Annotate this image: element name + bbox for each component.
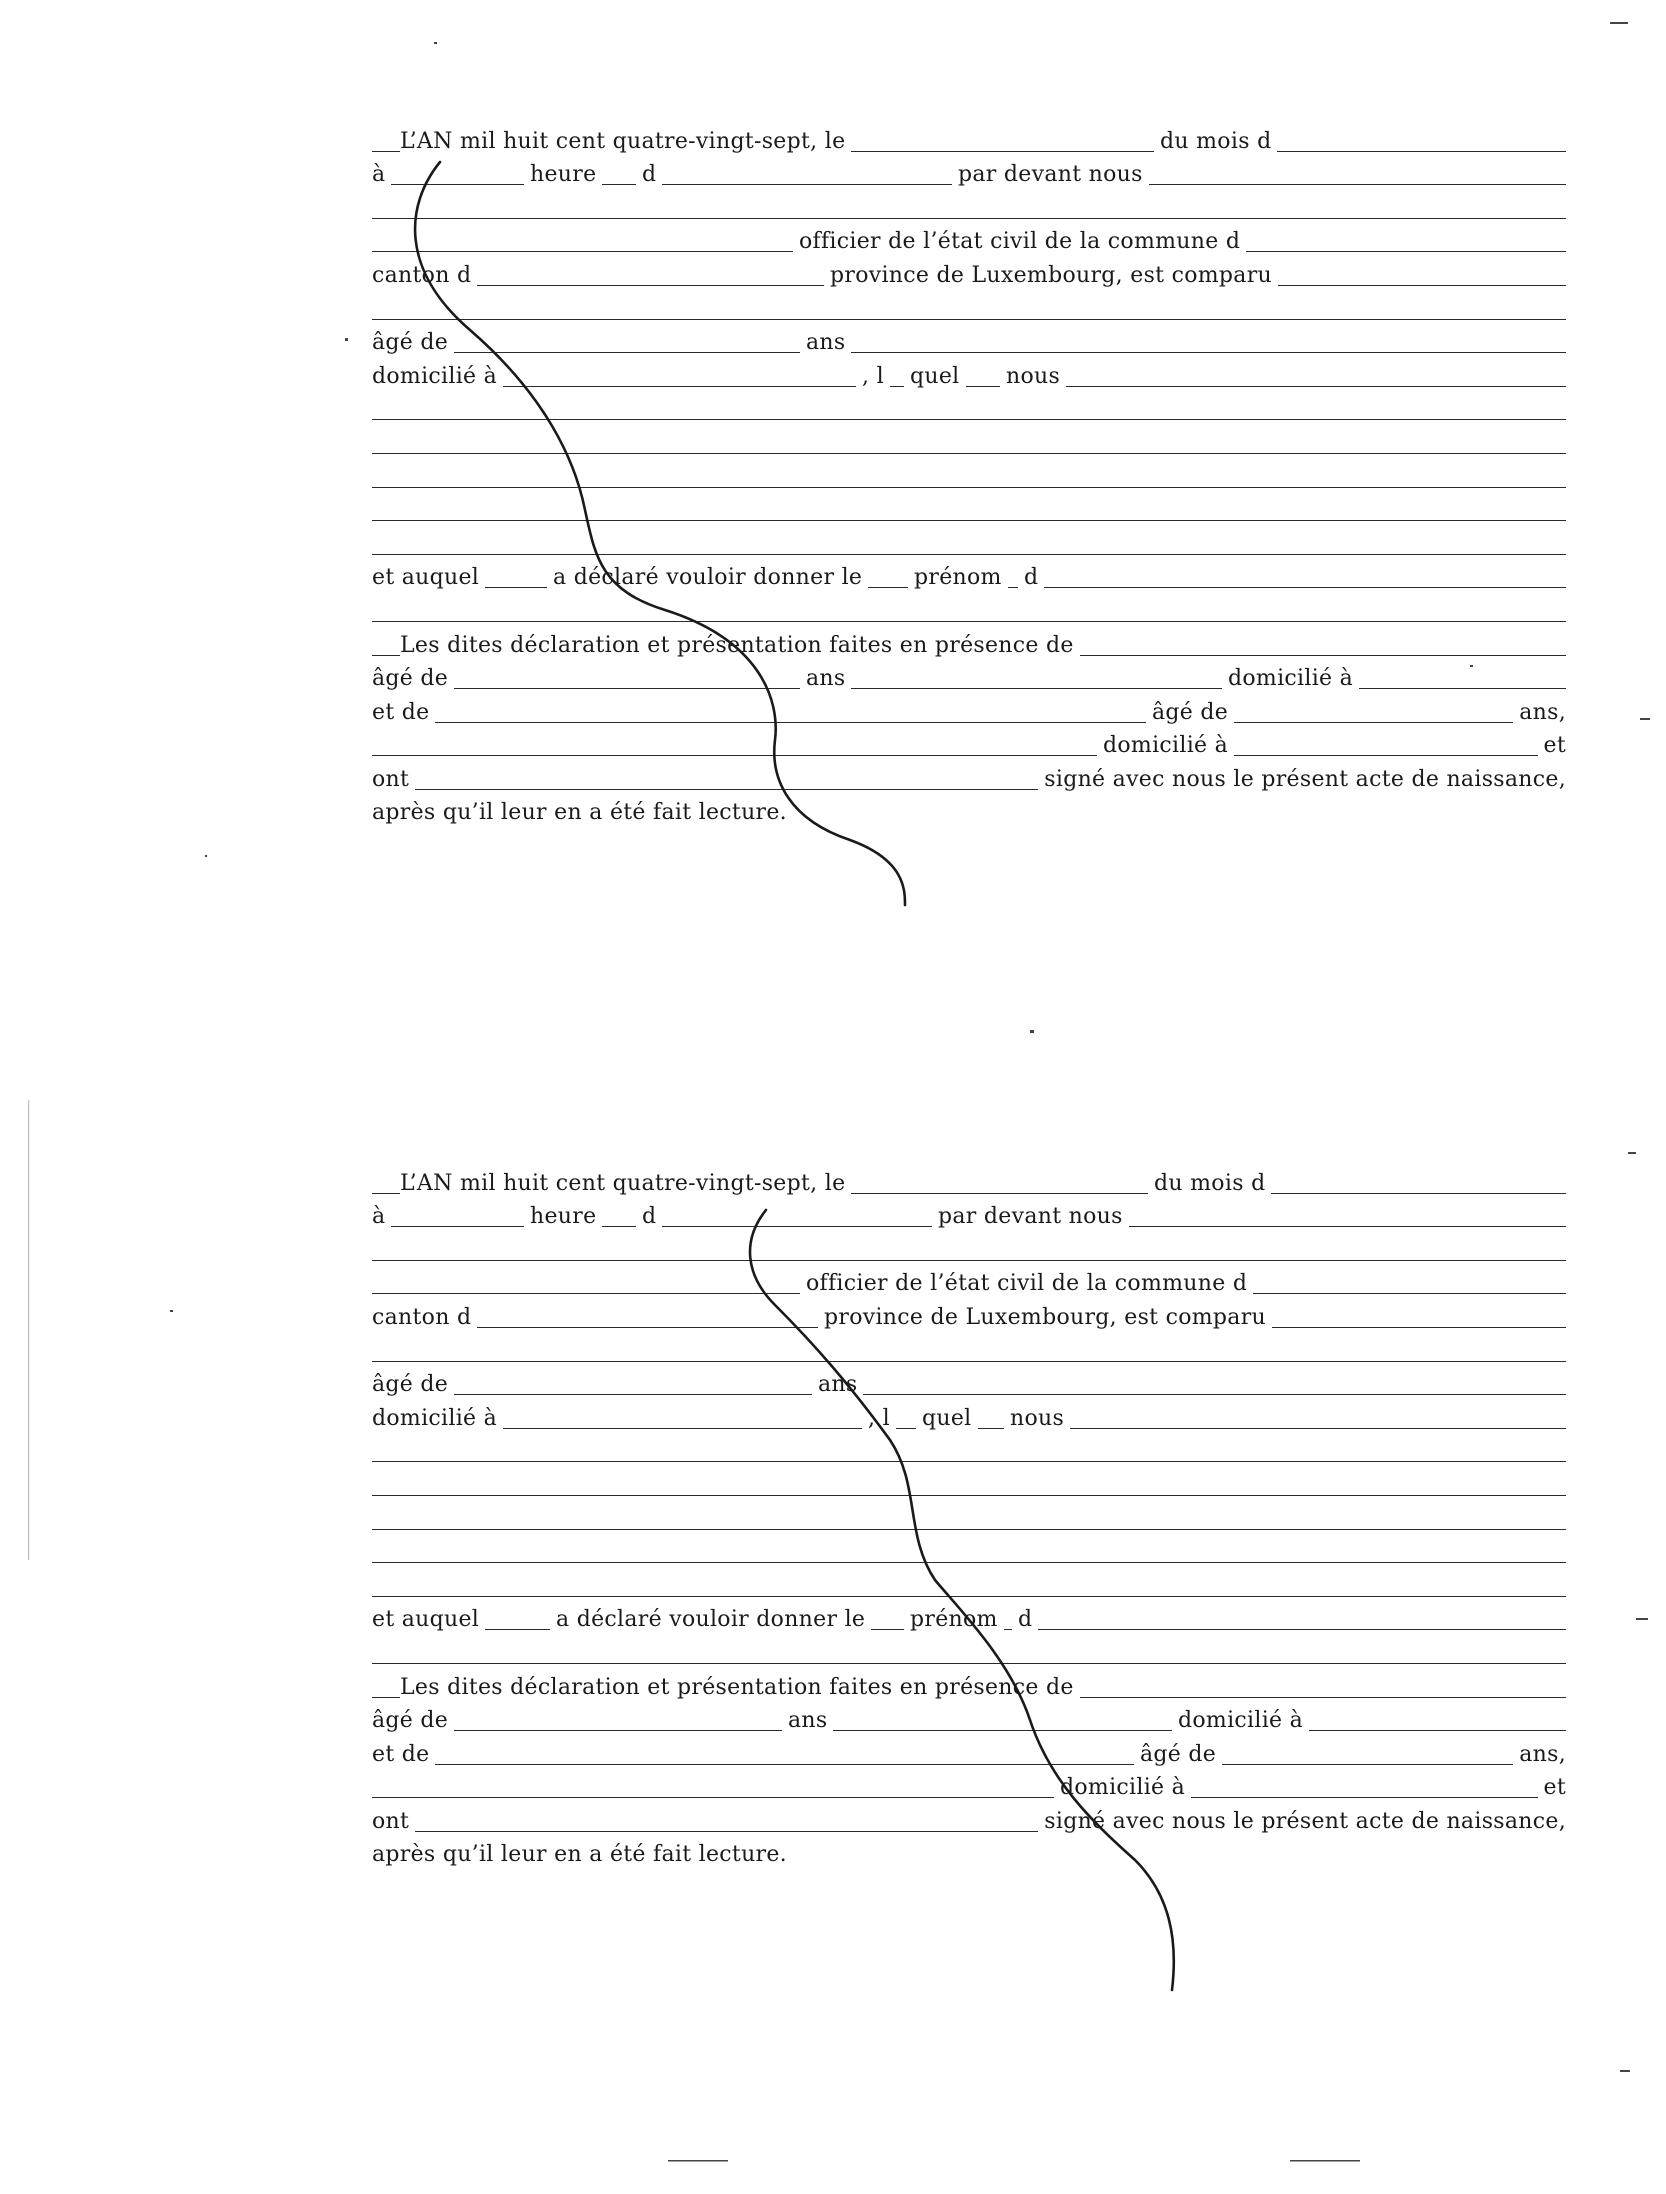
form-row-signatures — [372, 1804, 1566, 1838]
label-l: , l — [862, 1406, 896, 1432]
label-a: à — [372, 1204, 391, 1230]
form-row-officer — [372, 1267, 1566, 1301]
form-row-blank — [372, 1536, 1566, 1570]
label-and-to-whom: et auquel — [372, 1607, 485, 1633]
form-row-blank — [372, 1468, 1566, 1502]
form-row-witness2 — [372, 695, 1566, 729]
label-age: âgé de — [372, 1708, 454, 1734]
label-before-us: par devant nous — [932, 1204, 1129, 1230]
form-row-blank — [372, 292, 1566, 326]
form-row-blank — [372, 1502, 1566, 1536]
label-declared: a déclaré vouloir donner le — [547, 565, 868, 591]
label-declared: a déclaré vouloir donner le — [550, 1607, 871, 1633]
label-declaration-presence: Les dites déclaration et présentation faites en présence de — [400, 633, 1080, 659]
label-hour: heure — [524, 162, 602, 188]
form-row-blank — [372, 426, 1566, 460]
label-domicile: domicilié à — [1097, 733, 1234, 759]
form-row-canton — [372, 1300, 1566, 1334]
label-signed: signé avec nous le présent acte de naissance, — [1038, 1809, 1566, 1835]
label-and-of: et de — [372, 700, 435, 726]
label-have: ont — [372, 1809, 415, 1835]
form-row-age — [372, 1368, 1566, 1402]
birth-record-form-1 — [372, 124, 1566, 829]
label-year-date: L’AN mil huit cent quatre-vingt-sept, le — [400, 129, 851, 155]
birth-record-form-2 — [372, 1166, 1566, 1871]
label-and-of: et de — [372, 1742, 435, 1768]
label-years: ans — [812, 1372, 863, 1398]
form-row-blank — [372, 1435, 1566, 1469]
form-row-blank — [372, 1569, 1566, 1603]
label-nous: nous — [1000, 364, 1066, 390]
label-years: ans — [782, 1708, 833, 1734]
label-hour: heure — [524, 1204, 602, 1230]
label-age: âgé de — [372, 330, 454, 356]
label-years: ans, — [1513, 700, 1566, 726]
form-row-blank — [372, 191, 1566, 225]
label-a: à — [372, 162, 391, 188]
form-row-officer — [372, 225, 1566, 259]
label-nous: nous — [1004, 1406, 1070, 1432]
label-d: d — [636, 1204, 662, 1230]
form-row-firstname — [372, 561, 1566, 595]
label-and: et — [1538, 1775, 1566, 1801]
label-have: ont — [372, 767, 415, 793]
form-row-age — [372, 326, 1566, 360]
form-row-witness1 — [372, 1704, 1566, 1738]
form-row-reading — [372, 796, 1566, 830]
label-quel: quel — [904, 364, 966, 390]
label-declaration-presence: Les dites déclaration et présentation faites en présence de — [400, 1675, 1080, 1701]
form-row-blank — [372, 460, 1566, 494]
form-row-blank — [372, 1636, 1566, 1670]
label-years: ans — [800, 330, 851, 356]
label-firstname: prénom — [904, 1607, 1004, 1633]
label-month: du mois d — [1148, 1171, 1271, 1197]
form-row-reading — [372, 1838, 1566, 1872]
label-age: âgé de — [1146, 700, 1234, 726]
form-row-hour — [372, 1200, 1566, 1234]
label-year-date: L’AN mil huit cent quatre-vingt-sept, le — [400, 1171, 851, 1197]
form-row-domicile — [372, 1401, 1566, 1435]
label-and-to-whom: et auquel — [372, 565, 485, 591]
label-domicile: domicilié à — [1222, 666, 1359, 692]
label-officer: officier de l’état civil de la commune d — [793, 229, 1246, 255]
form-row-blank — [372, 393, 1566, 427]
label-province: province de Luxembourg, est comparu — [824, 263, 1278, 289]
label-l: , l — [856, 364, 890, 390]
form-row-witnesses — [372, 1670, 1566, 1704]
form-row-blank — [372, 1334, 1566, 1368]
form-row-signatures — [372, 762, 1566, 796]
label-years: ans — [800, 666, 851, 692]
label-reading: après qu’il leur en a été fait lecture. — [372, 1842, 787, 1868]
form-row-blank — [372, 1233, 1566, 1267]
label-domicile: domicilié à — [372, 364, 503, 390]
form-row-canton — [372, 258, 1566, 292]
form-row-date — [372, 124, 1566, 158]
form-row-blank — [372, 494, 1566, 528]
label-domicile: domicilié à — [1172, 1708, 1309, 1734]
form-row-blank — [372, 594, 1566, 628]
label-reading: après qu’il leur en a été fait lecture. — [372, 800, 787, 826]
label-age: âgé de — [372, 666, 454, 692]
label-canton: canton d — [372, 263, 477, 289]
label-month: du mois d — [1154, 129, 1277, 155]
label-age: âgé de — [372, 1372, 454, 1398]
form-row-hour — [372, 158, 1566, 192]
label-and: et — [1538, 733, 1566, 759]
label-before-us: par devant nous — [952, 162, 1149, 188]
form-row-date — [372, 1166, 1566, 1200]
label-signed: signé avec nous le présent acte de naissance, — [1038, 767, 1566, 793]
label-d: d — [1012, 1607, 1038, 1633]
form-row-witness1 — [372, 662, 1566, 696]
form-row-witness2 — [372, 1737, 1566, 1771]
form-row-witness2-domicile — [372, 1771, 1566, 1805]
form-row-domicile — [372, 359, 1566, 393]
label-age: âgé de — [1134, 1742, 1222, 1768]
label-domicile: domicilié à — [1054, 1775, 1191, 1801]
label-province: province de Luxembourg, est comparu — [818, 1305, 1272, 1331]
label-quel: quel — [916, 1406, 978, 1432]
label-d: d — [1018, 565, 1044, 591]
form-row-witness2-domicile — [372, 729, 1566, 763]
form-row-blank — [372, 527, 1566, 561]
label-d: d — [636, 162, 662, 188]
label-firstname: prénom — [908, 565, 1008, 591]
label-years: ans, — [1513, 1742, 1566, 1768]
label-canton: canton d — [372, 1305, 477, 1331]
label-domicile: domicilié à — [372, 1406, 503, 1432]
form-row-firstname — [372, 1603, 1566, 1637]
form-row-witnesses — [372, 628, 1566, 662]
label-officer: officier de l’état civil de la commune d — [800, 1271, 1253, 1297]
